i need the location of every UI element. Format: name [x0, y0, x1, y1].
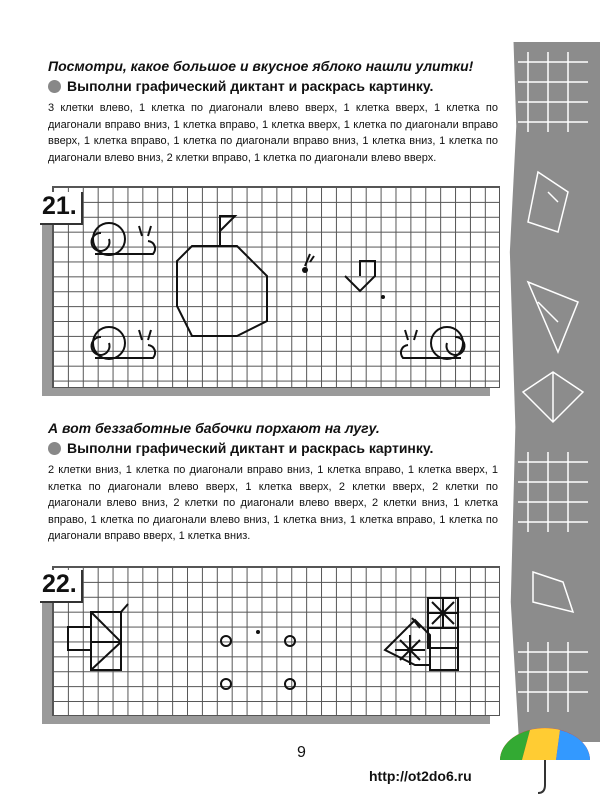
exercise-21-instructions: 3 клетки влево, 1 клетка по диагонали влево вверх, 1 клетка вверх, 1 клетка по диагонали вправо вниз, 1 клетка вправо, 1 клетка вверх, 1 клетка по диагонали вправо вверх, 1 клетка вправо, 1 клетка по диагонали вправо вниз, 1 клетка вниз, 1 клетка по диагонали влево вниз, 2 клетки вправо, 1 клетка по диагонали влево вверх. [48, 102, 498, 164]
exercise-21-task-text: Выполни графический диктант и раскрась картинку. [67, 78, 434, 94]
page-number: 9 [297, 744, 306, 761]
exercise-22-intro: А вот беззаботные бабочки порхают на лугу. [48, 420, 380, 436]
exercise-21-number: 21. [40, 192, 83, 225]
exercise-22-instructions: 2 клетки вниз, 1 клетка по диагонали вправо вниз, 1 клетка вправо, 1 клетка вверх, 1 клетка по диагонали влево вверх, 1 клетка вверх, 2 клетки вверх, 2 клетки по диагонали влево вниз, 2 клетки по диагонали влево вверх, 2 клетки вниз, 1 клетка вправо, 1 клетка по диагонали влево вниз, 1 клетка вниз, 1 клетка вправо, 1 клетка по диагонали вправо вверх, 1 клетка вниз. [48, 464, 498, 543]
source-url[interactable]: http://ot2do6.ru [369, 768, 472, 784]
exercise-22-number: 22. [40, 570, 83, 603]
exercise-21-intro: Посмотри, какое большое и вкусное яблоко нашли улитки! [48, 58, 474, 74]
exercise-22-task-text: Выполни графический диктант и раскрась картинку. [67, 440, 434, 456]
